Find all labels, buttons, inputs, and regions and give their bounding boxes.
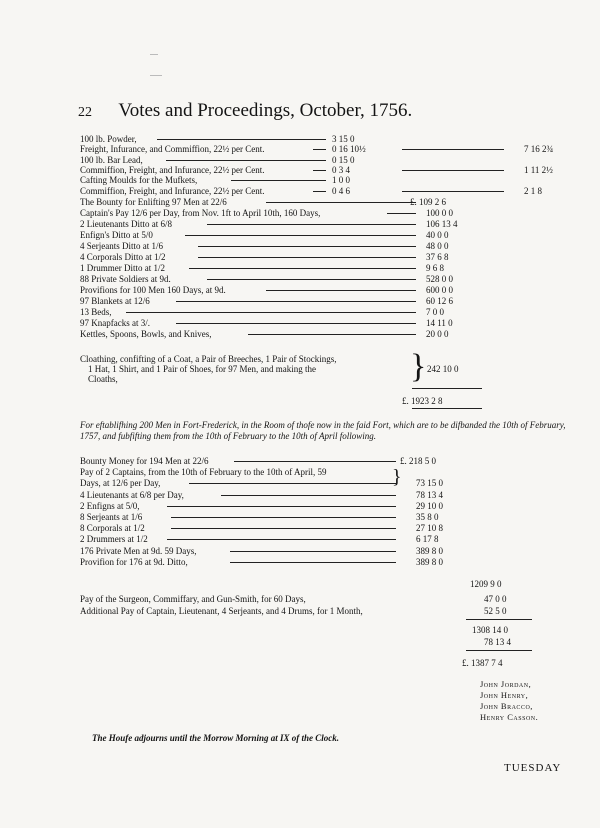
row-subtotal: 2 1 8 (524, 185, 542, 196)
subtotal-rule (466, 619, 532, 620)
document-page: 22 Votes and Proceedings, October, 1756. Cloathing, confifting of a Coat, a Pair of Breeches, 1 Pair of Stockings, 1 Hat, 1 Shirt, and 1 Pair of Shoes, for 97 Men, and making the Cloaths, } 242 10 0 £. 1923 2 8 For eftablifhing 200 Men in Fort-Frederick, in the Room of thofe now in the faid Fort, which are to be difbanded the 10th of February, 1757, and fubfifting them from the 10th of February to the 10th of April following. } 1209 9 0 1308 14 0 78 13 4 £. 1387 7 4 John Jordan, John Henry, John Bracco, Henry Casson. The Houfe adjourns until the Morrow Morning at IX of the Clock. TUESDAY 100 lb. Powder, 3 15 0 Freight, Infurance, and Commiffion, 22½ per Cent. 0 16 10½ 7 16 2¾ 100 lb. Bar Lead, 0 15 0 Commiffion, Freight, and Infurance, 22½ per Cent. 0 3 4 1 11 2½ Cafting Moulds for the Mufkets, 1 0 0 Commiffion, Freight, and Infurance, 22½ per Cent. 0 4 6 2 1 8 The Bounty for Enlifting 97 Men at 22/6 £. 109 2 6 Captain's Pay 12/6 per Day, from Nov. 1ft to April 10th, 160 Days, 100 0 0 2 Lieutenants Ditto at 6/8 106 13 4 Enfign's Ditto at 5/0 40 0 0 4 Serjeants Ditto at 1/6 48 0 0 4 Corporals Ditto at 1/2 37 6 8 1 Drummer Ditto at 1/2 9 6 8 88 Private Soldiers at 9d. 528 0 0 Provifions for 100 Men 160 Days, at 9d. 600 0 0 97 Blankets at 12/6 60 12 6 13 Beds, 7 0 0 97 Knapfacks at 3/. 14 11 0 Kettles, Spoons, Bowls, and Knives, 20 0 0 Bounty Money for 194 Men at 22/6 £. 218 5 0 Pay of 2 Captains, from the 10th of February to the 10th of April, 59 Days, at 12/6 per Day, 73 15 0 4 Lieutenants at 6/8 per Day, 78 13 4 2 Enfigns at 5/0, 29 10 0 8 Serjeants at 1/6 35 8 0 8 Corporals at 1/2 27 10 8 2 Drummers at 1/2 6 17 8 176 Private Men at 9d. 59 Days, 389 8 0 Provifion for 176 at 9d. Ditto, 389 8 0 Pay of the Surgeon, Commiffary, and Gun-Smith, for 60 Days, 47 0 0 Additional Pay of Captain, Lieutenant, 4 Serjeants, and 4 Drums, for 1 Month, 52 5 0 (0, 0, 600, 828)
leader-line (313, 170, 326, 171)
row-label: Commiffion, Freight, and Infurance, 22½ per Cent. (80, 185, 265, 196)
leader-line (402, 149, 504, 150)
row-label: 4 Corporals Ditto at 1/2 (80, 252, 166, 262)
leader-line (207, 224, 416, 225)
row-amount: 9 6 8 (426, 263, 444, 273)
adjournment-notice: The Houfe adjourns until the Morrow Morning at IX of the Clock. (92, 733, 340, 743)
leader-line (189, 268, 416, 269)
row-label: 4 Lieutenants at 6/8 per Day, (80, 489, 184, 500)
scan-mark (150, 54, 158, 55)
leader-line (266, 290, 417, 291)
row-label: 1 Drummer Ditto at 1/2 (80, 263, 165, 273)
row-amount: 40 0 0 (426, 230, 449, 240)
brace: } (392, 466, 402, 488)
leader-line (387, 213, 416, 214)
grand-total: £. 1387 7 4 (462, 658, 503, 668)
row-amount: 6 17 8 (416, 534, 439, 545)
row-label: 4 Serjeants Ditto at 1/6 (80, 241, 163, 251)
leader-line (230, 551, 397, 552)
row-label: Provifions for 100 Men 160 Days, at 9d. (80, 285, 226, 295)
row-label: Enfign's Ditto at 5/0 (80, 230, 153, 240)
row-amount: 7 0 0 (426, 307, 444, 317)
leader-line (234, 461, 396, 462)
catchword: TUESDAY (504, 762, 562, 774)
row-label: 8 Corporals at 1/2 (80, 523, 145, 534)
row-amount: 47 0 0 (484, 594, 507, 604)
row-subtotal: 1 11 2½ (524, 164, 553, 175)
row-amount: 600 0 0 (426, 285, 453, 295)
paragraph: For eftablifhing 200 Men in Fort-Frederick, in the Room of thofe now in the faid Fort, which are to be difbanded the 10th of February, 1757, and fubfifting them from the 10th of February to the 10th of April following. (80, 420, 566, 441)
leader-line (402, 170, 504, 171)
row-amount: 27 10 8 (416, 523, 443, 534)
row-label: 100 lb. Powder, (80, 134, 137, 144)
row-label: Cafting Moulds for the Mufkets, (80, 175, 198, 186)
row-amount: 20 0 0 (426, 329, 449, 339)
leader-line (230, 562, 397, 563)
leader-line (189, 483, 396, 484)
leader-line (313, 149, 326, 150)
total-1: £. 1923 2 8 (402, 396, 443, 406)
leader-line (167, 506, 397, 507)
page-title: Votes and Proceedings, October, 1756. (118, 100, 413, 121)
row-amount: 73 15 0 (416, 478, 443, 489)
row-amount: 1 0 0 (332, 175, 350, 186)
leader-line (402, 191, 504, 192)
leader-line (207, 279, 416, 280)
leader-line (248, 334, 417, 335)
leader-line (266, 202, 417, 203)
row-amount: 14 11 0 (426, 318, 453, 328)
row-label: Captain's Pay 12/6 per Day, from Nov. 1ft to April 10th, 160 Days, (80, 208, 321, 218)
row-label: 97 Blankets at 12/6 (80, 296, 150, 306)
row-amount: 52 5 0 (484, 606, 507, 616)
row-label: Additional Pay of Captain, Lieutenant, 4 Serjeants, and 4 Drums, for 1 Month, (80, 606, 363, 616)
leader-line (126, 312, 416, 313)
row-label: Freight, Infurance, and Commiffion, 22½ per Cent. (80, 144, 265, 155)
signatory: John Bracco, (480, 701, 533, 711)
leader-line (167, 539, 397, 540)
row-label: Kettles, Spoons, Bowls, and Knives, (80, 329, 212, 339)
leader-line (176, 323, 417, 324)
row-amount: 3 15 0 (332, 134, 355, 144)
row-label: Pay of the Surgeon, Commiffary, and Gun-Smith, for 60 Days, (80, 594, 306, 604)
row-amount: 60 12 6 (426, 296, 453, 306)
leader-line (313, 191, 326, 192)
row-label: 100 lb. Bar Lead, (80, 154, 143, 165)
leader-line (171, 528, 396, 529)
page-header (78, 100, 412, 122)
clothing-amount: 242 10 0 (427, 364, 459, 374)
row-amount: 78 13 4 (416, 489, 443, 500)
row-amount: 106 13 4 (426, 219, 458, 229)
row-label: Bounty Money for 194 Men at 22/6 (80, 456, 209, 466)
leader-line (176, 301, 417, 302)
leader-line (157, 139, 326, 140)
row-amount: £. 109 2 6 (410, 197, 446, 207)
row-label: 2 Drummers at 1/2 (80, 534, 148, 545)
row-label: 88 Private Soldiers at 9d. (80, 274, 171, 284)
row-label: Provifion for 176 at 9d. Ditto, (80, 556, 188, 567)
brace: } (410, 348, 427, 385)
leader-line (185, 235, 417, 236)
total-rule (412, 408, 482, 409)
row-amount: 29 10 0 (416, 500, 443, 511)
page-number: 22 (78, 105, 92, 120)
row-amount: 48 0 0 (426, 241, 449, 251)
leader-line (171, 517, 396, 518)
row-amount: 389 8 0 (416, 545, 443, 556)
leader-line (166, 160, 326, 161)
row-amount: 0 3 4 (332, 164, 350, 175)
add-4: 78 13 4 (484, 637, 511, 647)
leader-line (198, 257, 416, 258)
row-subtotal: 7 16 2¾ (524, 144, 554, 155)
subtotal-rule (466, 650, 532, 651)
row-label: Commiffion, Freight, and Infurance, 22½ per Cent. (80, 164, 265, 175)
signatory: John Henry, (480, 690, 529, 700)
row-label: 97 Knapfacks at 3/. (80, 318, 150, 328)
leader-line (231, 180, 326, 181)
row-amount: 0 4 6 (332, 185, 350, 196)
row-amount: 528 0 0 (426, 274, 453, 284)
row-amount: 389 8 0 (416, 556, 443, 567)
row-label: 2 Enfigns at 5/0, (80, 500, 140, 511)
row-amount: 35 8 0 (416, 512, 439, 522)
leader-line (221, 495, 397, 496)
signatory: John Jordan, (480, 679, 532, 689)
row-label: The Bounty for Enlifting 97 Men at 22/6 (80, 197, 227, 207)
row-label: 2 Lieutenants Ditto at 6/8 (80, 219, 172, 229)
scan-mark (150, 75, 162, 76)
row-amount: 0 15 0 (332, 154, 355, 165)
signatory: Henry Casson. (480, 712, 539, 722)
row-label: 8 Serjeants at 1/6 (80, 512, 143, 522)
row-label: 176 Private Men at 9d. 59 Days, (80, 545, 197, 556)
total-rule (412, 388, 482, 389)
row-amount: 0 16 10½ (332, 144, 366, 155)
leader-line (198, 246, 416, 247)
subtotal-3: 1209 9 0 (470, 579, 502, 589)
row-label: Days, at 12/6 per Day, (80, 478, 161, 489)
row-amount: £. 218 5 0 (400, 456, 436, 466)
row-amount: 37 6 8 (426, 252, 449, 262)
row-label: Pay of 2 Captains, from the 10th of February to the 10th of April, 59 (80, 467, 327, 478)
row-amount: 100 0 0 (426, 208, 453, 218)
row-label: 13 Beds, (80, 307, 112, 317)
subtotal-4: 1308 14 0 (472, 625, 508, 635)
